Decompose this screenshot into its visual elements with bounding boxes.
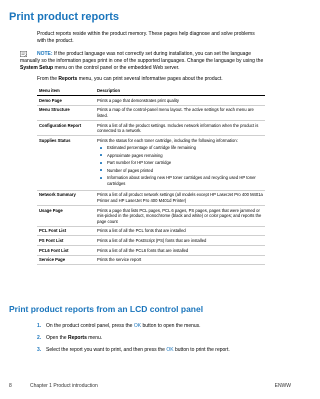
table-row — [37, 236, 265, 246]
from-text-end: menu, you can print several informative pages about the product. — [78, 76, 223, 82]
step-text: Select the report you want to print, and then press the — [46, 347, 165, 353]
section-heading-lcd: Print product reports from an LCD control panel — [9, 304, 204, 314]
column-header-description: Description — [95, 87, 265, 96]
step-item — [37, 323, 267, 330]
menu-item-cell: PS Font List — [37, 236, 95, 246]
note-icon — [20, 51, 27, 57]
description-cell — [95, 136, 265, 191]
note-menu-name: System Setup — [20, 65, 54, 71]
note-body: If the product language was not correctly set during installation, you can set the language manually so the information pages print in one of the supported languages. Change the language by using the — [20, 51, 264, 64]
column-header-menu-item: Menu item — [37, 87, 95, 96]
note-block — [20, 51, 265, 72]
table-row — [37, 206, 265, 227]
step-number: 3. — [37, 347, 42, 353]
description-cell: Prints a list of all the product settings. Includes network information when the product is connected to a network. — [95, 120, 265, 135]
table-row — [37, 105, 265, 120]
table-row — [37, 226, 265, 236]
menu-item-cell: Demo Page — [37, 96, 95, 106]
reports-table — [37, 87, 265, 265]
step-text: On the product control panel, press the — [46, 323, 133, 329]
note-text — [20, 51, 265, 72]
description-cell: Prints a list of all the PCL6 fonts that are installed — [95, 246, 265, 256]
table-row — [37, 96, 265, 106]
menu-item-cell: Service Page — [37, 255, 95, 265]
supplies-status-list — [97, 145, 263, 186]
description-cell: Prints a page that demonstrates print quality — [95, 96, 265, 106]
description-cell: Prints a list of all the PCL fonts that are installed — [95, 226, 265, 236]
list-item: Number of pages printed — [97, 168, 263, 174]
ok-button-label: OK — [166, 347, 174, 353]
menu-item-cell: PCL6 Font List — [37, 246, 95, 256]
description-cell: Prints a list of all product network settings (all models except HP LaserJet Pro 400 M401a Printer and HP LaserJet Pro 400 M401d Printer) — [95, 190, 265, 205]
list-item: Approximate pages remaining — [97, 153, 263, 159]
step-number: 2. — [37, 335, 42, 341]
menu-item-cell: Usage Page — [37, 206, 95, 227]
table-row — [37, 120, 265, 135]
reports-menu-name: Reports — [67, 335, 87, 341]
table-row — [37, 246, 265, 256]
reports-menu-paragraph — [37, 76, 263, 83]
supplies-status-description: Prints the status for each toner cartridge, including the following information: — [97, 137, 238, 143]
step-text: Open the — [46, 335, 67, 341]
from-text-start: From the — [37, 76, 58, 82]
chapter-title: Chapter 1 Product introduction — [30, 383, 98, 389]
table-header-row — [37, 87, 265, 96]
menu-item-cell: Configuration Report — [37, 120, 95, 135]
page-number: 8 — [9, 383, 12, 389]
table-row — [37, 190, 265, 205]
ok-button-label: OK — [133, 323, 142, 329]
list-item: Information about ordering new HP toner cartridges and recycling used HP toner cartridges — [97, 175, 263, 186]
step-item — [37, 335, 267, 342]
step-text: menu. — [88, 335, 103, 341]
footer-brand: ENWW — [274, 383, 291, 389]
menu-item-cell: PCL Font List — [37, 226, 95, 236]
list-item: Part number for HP toner cartridge — [97, 160, 263, 166]
description-cell: Prints a page that lists PCL pages, PCL 6 pages, PS pages, pages that were jammed or mis-picked in the product, monochrome (black and white) or color pages; and reports the page count — [95, 206, 265, 227]
step-text: button to open the menus. — [142, 323, 201, 329]
steps-list — [37, 323, 267, 359]
description-cell: Prints a map of the control-panel menu layout. The active settings for each menu are listed. — [95, 105, 265, 120]
step-item — [37, 347, 267, 354]
intro-paragraph: Product reports reside within the product memory. These pages help diagnose and solve problems with the product. — [37, 31, 255, 44]
step-number: 1. — [37, 323, 42, 329]
note-label: NOTE: — [37, 51, 53, 57]
description-cell: Prints a list of all the PostScript (PS) fonts that are installed — [95, 236, 265, 246]
menu-item-cell: Menu Structure — [37, 105, 95, 120]
table-row — [37, 255, 265, 265]
page-title: Print product reports — [9, 11, 120, 23]
note-body-end: menu on the control panel or the embedded Web server. — [54, 65, 180, 71]
menu-item-cell: Supplies Status — [37, 136, 95, 191]
description-cell: Prints the service report — [95, 255, 265, 265]
table-row — [37, 136, 265, 191]
reports-menu-name: Reports — [58, 76, 78, 82]
list-item: Estimated percentage of cartridge life remaining — [97, 145, 263, 151]
menu-item-cell: Network Summary — [37, 190, 95, 205]
step-text: button to print the report. — [174, 347, 230, 353]
